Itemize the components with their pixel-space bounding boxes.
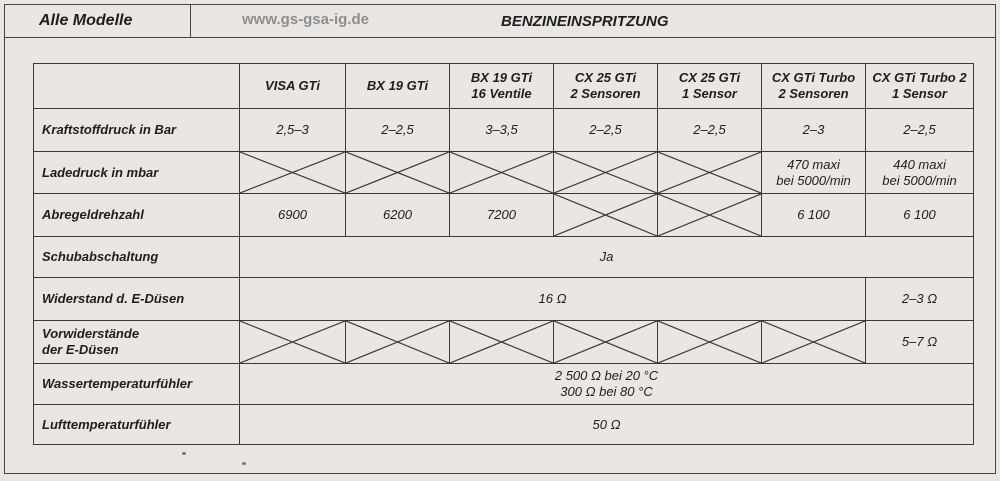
value-cell: 2–2,5: [658, 109, 762, 152]
row-label: Kraftstoffdruck in Bar: [34, 109, 240, 152]
cross-mark: [554, 152, 657, 193]
model-scope-label: Alle Modelle: [5, 5, 191, 37]
cross-mark: [450, 152, 553, 193]
value-line: 440 maxi: [893, 156, 946, 172]
not-applicable-cell: [554, 152, 658, 194]
row-ladedruck: [34, 152, 974, 194]
header-row: [34, 64, 974, 109]
row-wassertemperatur: [34, 364, 974, 405]
row-kraftstoffdruck: [34, 109, 974, 152]
value-cell: 6200: [346, 194, 450, 237]
section-title: BENZINEINSPRITZUNG: [501, 13, 669, 30]
col-header-line: 2 Sensoren: [570, 86, 641, 101]
value-cell: 5–7 Ω: [866, 321, 974, 364]
col-header-line: 1 Sensor: [682, 86, 737, 101]
not-applicable-cell: [240, 321, 346, 364]
value-line: 470 maxi: [787, 156, 840, 172]
value-cell: [866, 152, 974, 194]
col-header-cx-turbo-2s: [762, 64, 866, 109]
col-header-line: 1 Sensor: [892, 86, 947, 101]
value-cell: [240, 364, 974, 405]
value-cell: Ja: [240, 237, 974, 278]
injection-spec-table: [33, 63, 974, 445]
value-cell: 2–2,5: [346, 109, 450, 152]
website-url: www.gs-gsa-ig.de: [242, 11, 369, 28]
not-applicable-cell: [658, 321, 762, 364]
value-line: 300 Ω bei 80 °C: [560, 384, 653, 399]
cross-mark: [762, 321, 865, 363]
value-cell: 6900: [240, 194, 346, 237]
value-line: bei 5000/min: [776, 172, 851, 188]
row-label: Wassertemperaturfühler: [34, 364, 240, 405]
not-applicable-cell: [346, 321, 450, 364]
value-cell: 2–2,5: [866, 109, 974, 152]
not-applicable-cell: [450, 152, 554, 194]
not-applicable-cell: [240, 152, 346, 194]
cross-mark: [554, 194, 657, 236]
col-header-bx19-gti: [346, 64, 450, 109]
row-vorwiderstaende: [34, 321, 974, 364]
value-cell: 2–3 Ω: [866, 278, 974, 321]
paper-speck: [182, 452, 186, 455]
not-applicable-cell: [658, 152, 762, 194]
col-header-bx19-gti-16v: [450, 64, 554, 109]
cross-mark: [658, 321, 761, 363]
col-header-line: CX GTi Turbo: [771, 70, 856, 85]
col-header-line: CX GTi Turbo 2: [872, 70, 967, 85]
not-applicable-cell: [658, 194, 762, 237]
value-cell: 2–2,5: [554, 109, 658, 152]
value-cell: 6 100: [866, 194, 974, 237]
col-header-line: 2 Sensoren: [778, 86, 849, 101]
col-header-cx-turbo2-1s: [866, 64, 974, 109]
value-cell: 50 Ω: [240, 405, 974, 445]
cross-mark: [554, 321, 657, 363]
row-label: Ladedruck in mbar: [34, 152, 240, 194]
not-applicable-cell: [554, 194, 658, 237]
value-line: 2 500 Ω bei 20 °C: [554, 368, 659, 383]
row-schubabschaltung: [34, 237, 974, 278]
row-label-line: Vorwiderstände: [42, 326, 140, 341]
page-header: [5, 5, 995, 38]
col-header-line: CX 25 GTi: [574, 70, 637, 85]
cross-mark: [658, 152, 761, 193]
cross-mark: [346, 321, 449, 363]
not-applicable-cell: [554, 321, 658, 364]
value-cell: 2–3: [762, 109, 866, 152]
col-header-visa-gti: [240, 64, 346, 109]
col-header-line: BX 19 GTi: [366, 78, 429, 93]
value-cell: 2,5–3: [240, 109, 346, 152]
not-applicable-cell: [762, 321, 866, 364]
cross-mark: [346, 152, 449, 193]
cross-mark: [658, 194, 761, 236]
row-label: [34, 321, 240, 364]
cross-mark: [450, 321, 553, 363]
value-cell: 16 Ω: [240, 278, 866, 321]
row-label: Widerstand d. E-Düsen: [34, 278, 240, 321]
not-applicable-cell: [450, 321, 554, 364]
cross-mark: [240, 152, 345, 193]
value-line: bei 5000/min: [882, 172, 957, 188]
value-cell: 3–3,5: [450, 109, 554, 152]
row-abregeldrehzahl: [34, 194, 974, 237]
value-cell: 7200: [450, 194, 554, 237]
col-header-cx25-1s: [658, 64, 762, 109]
document-page: [4, 4, 996, 474]
col-header-line: CX 25 GTi: [678, 70, 741, 85]
row-label: Abregeldrehzahl: [34, 194, 240, 237]
col-header-line: 16 Ventile: [471, 86, 532, 101]
col-header-cx25-2s: [554, 64, 658, 109]
value-cell: [762, 152, 866, 194]
row-widerstand: [34, 278, 974, 321]
col-header-line: VISA GTi: [265, 78, 320, 93]
not-applicable-cell: [346, 152, 450, 194]
cross-mark: [240, 321, 345, 363]
corner-cell: [34, 64, 240, 109]
paper-speck: [242, 462, 246, 465]
row-lufttemperatur: [34, 405, 974, 445]
value-cell: 6 100: [762, 194, 866, 237]
row-label: Lufttemperaturfühler: [34, 405, 240, 445]
col-header-line: BX 19 GTi: [470, 70, 533, 85]
row-label: Schubabschaltung: [34, 237, 240, 278]
row-label-line: der E-Düsen: [42, 342, 119, 357]
